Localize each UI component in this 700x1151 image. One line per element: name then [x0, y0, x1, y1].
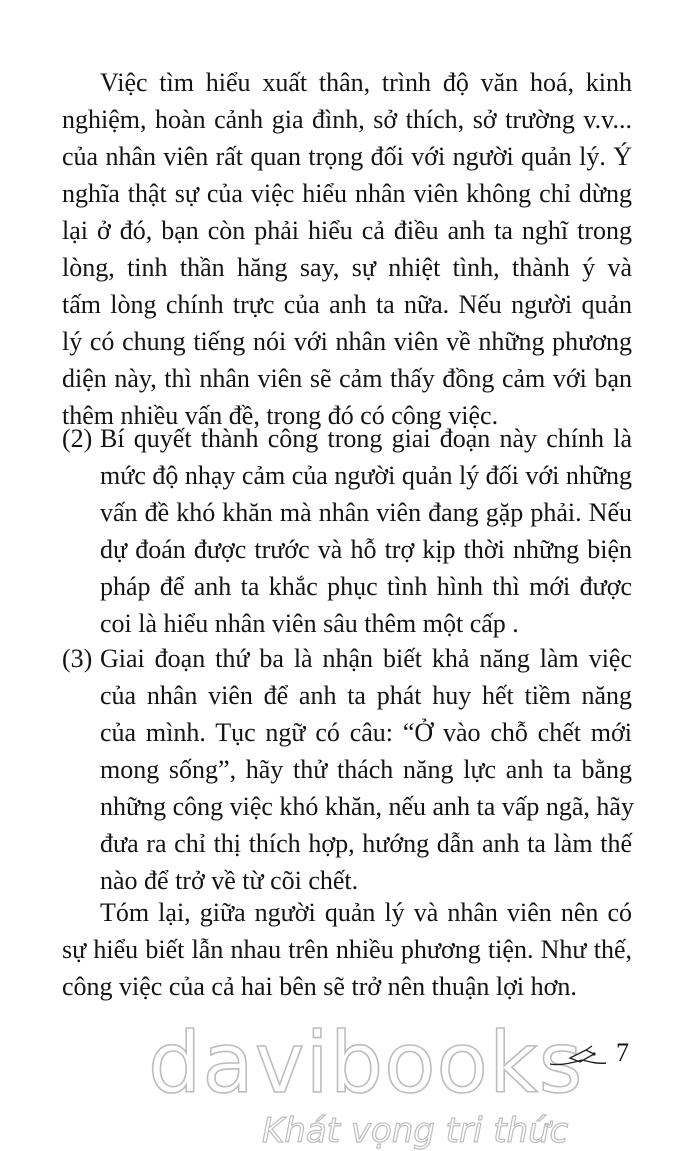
page-footer: [0, 1010, 700, 1151]
brand-watermark: davibooks: [148, 1014, 584, 1112]
text-line: nào để trở về từ cõi chết.: [100, 866, 359, 895]
text-line: của nhân viên để anh ta phát huy hết tiềm năng: [100, 681, 632, 710]
numbered-item-3: [62, 640, 632, 899]
text-line: công việc của cả hai bên sẽ trở nên thuận lợi hơn.: [62, 972, 577, 1001]
text-line: thêm nhiều vấn đề, trong đó có công việc.: [62, 401, 499, 430]
text-line: lý có chung tiếng nói với nhân viên về những phương: [62, 327, 632, 356]
page-number: 7: [616, 1038, 629, 1067]
text-line: diện này, thì nhân viên sẽ cảm thấy đồng cảm với bạn: [62, 364, 632, 393]
text-line: vấn đề khó khăn mà nhân viên đang gặp phải. Nếu: [100, 498, 632, 527]
text-line: dự đoán được trước và hỗ trợ kịp thời những biện: [100, 535, 632, 564]
quill-pen-icon: [548, 1044, 608, 1070]
text-line: của mình. Tục ngữ có câu: “Ở vào chỗ chết mới: [100, 718, 632, 747]
text-line: Bí quyết thành công trong giai đoạn này chính là: [100, 424, 632, 453]
slogan-watermark: Khát vọng tri thức: [262, 1111, 569, 1151]
item-number: (2): [62, 424, 93, 453]
text-line: Tóm lại, giữa người quản lý và nhân viên nên có: [100, 898, 632, 927]
paragraph-intro: [62, 64, 632, 434]
text-line: coi là hiểu nhân viên sâu thêm một cấp .: [100, 609, 519, 638]
text-line: mức độ nhạy cảm của người quản lý đối với những: [100, 461, 632, 490]
text-line: tấm lòng chính trực của anh ta nữa. Nếu người quản: [62, 290, 632, 319]
text-line: nghĩa thật sự của việc hiểu nhân viên không chỉ dừng: [62, 179, 632, 208]
text-line: nghiệm, hoàn cảnh gia đình, sở thích, sở trường v.v...: [62, 105, 632, 134]
text-line: của nhân viên rất quan trọng đối với người quản lý. Ý: [62, 142, 632, 171]
item-number: (3): [62, 644, 93, 673]
text-line: mong sống”, hãy thử thách năng lực anh ta bằng: [100, 755, 632, 784]
text-line: lòng, tinh thần hăng say, sự nhiệt tình, thành ý và: [62, 253, 632, 282]
text-line: đưa ra chỉ thị thích hợp, hướng dẫn anh ta làm thế: [100, 829, 632, 858]
text-line: Việc tìm hiểu xuất thân, trình độ văn hoá, kinh: [100, 68, 632, 97]
numbered-item-2: [62, 420, 632, 642]
text-line: pháp để anh ta khắc phục tình hình thì mới được: [100, 572, 632, 601]
text-line: những công việc khó khăn, nếu anh ta vấp ngã, hãy: [100, 792, 634, 821]
text-line: lại ở đó, bạn còn phải hiểu cả điều anh ta nghĩ trong: [62, 216, 632, 245]
text-line: sự hiểu biết lẫn nhau trên nhiều phương tiện. Như thế,: [62, 935, 632, 964]
text-line: Giai đoạn thứ ba là nhận biết khả năng làm việc: [100, 644, 632, 673]
paragraph-conclusion: [62, 894, 632, 1005]
